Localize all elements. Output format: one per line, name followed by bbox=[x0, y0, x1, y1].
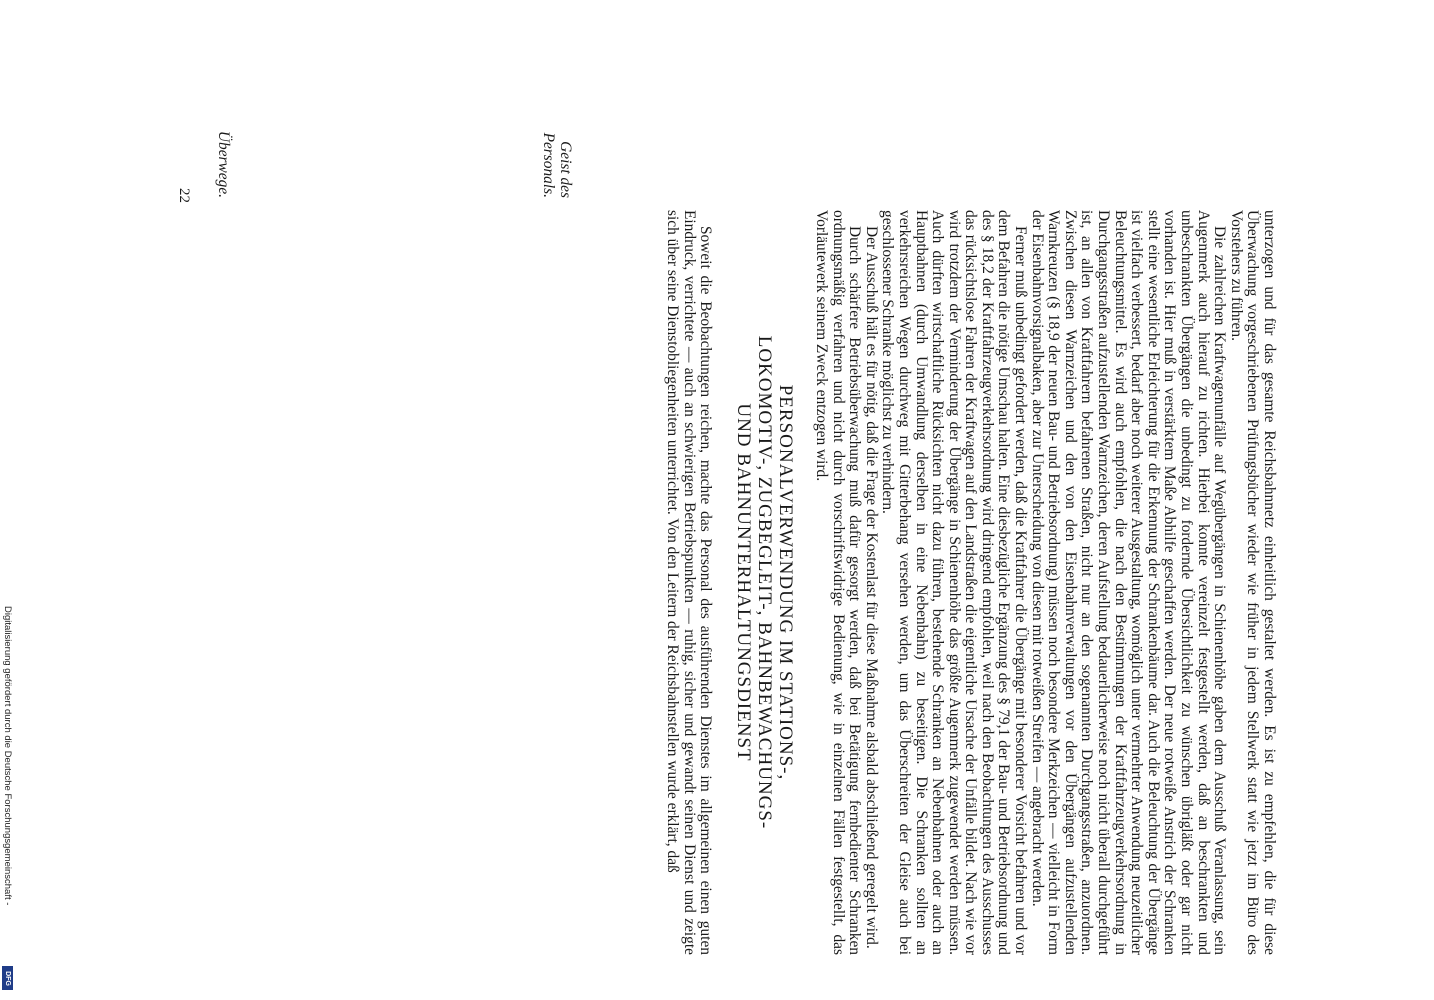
digitization-credit-strip bbox=[0, 0, 14, 1000]
margin-note-uberwege: Überwege. bbox=[215, 130, 232, 198]
paragraph: Soweit die Beobachtungen reichen, machte das Personal des ausführenden Dienstes im allgemeinen einen guten Eindruck, verrichtete — auch an schwierigen Betriebspunkten — ruhig, sicher und gewandt seinen Dienst und zeigte sich über seine Dienstobliegenheiten unterrichtet. Von den Leitern der Reichsbahnstellen wurde erklärt, daß bbox=[664, 210, 715, 955]
section-heading: PERSONALVERWENDUNG IM STATIONS-, LOKOMOTIV-, ZUGBEGLEIT-, BAHNBEWACHUNGS- UND BAHNUNTERHALTUNGSDIENST bbox=[733, 335, 797, 830]
paragraph: Ferner muß unbedingt gefordert werden, daß die Kraftfahrer die Übergänge mit besonderer Vorsicht befahren und vor dem Befahren die nötige Umschau halten. Eine diesbezügliche Ergänzung des § 79,1 der Bau- und Betriebsordnung und des § 18,2 der Kraftfahrzeugverkehrsordnung wird dringend empfohlen, weil nach den Beobachtungen des Ausschusses das rücksichtslose Fahren der Kraftwagen auf den Landstraßen die eigentliche Ursache der Unfälle bildet. Nach wie vor wird trotzdem der Verminderung der Übergänge in Schienenhöhe das größte Augenmerk zugewendet werden müssen. Auch dürften wirtschaftliche Rücksichten nicht dazu führen, bestehende Schranken an Nebenbahnen oder auch an Hauptbahnen (durch Umwandlung derselben in eine Nebenbahn) zu beseitigen. Die Schranken sollten an verkehrsreichen Wegen durchweg mit Gitterbehang versehen werden, um das Überschreiten der Gleise auch bei geschlossener Schranke möglichst zu verhindern. bbox=[879, 210, 1030, 955]
paragraph: Die zahlreichen Kraftwagenunfälle auf Wegübergängen in Schienenhöhe gaben dem Ausschuß Veranlassung, sein Augenmerk auch hierauf zu richten. Hierbei konnte vereinzelt festgestellt werden, daß an beschrankten und unbeschrankten Übergängen die unbedingt zu fordernde Übersichtlichkeit zu wünschen übrigläßt oder gar nicht vorhanden ist. Hier muß in verstärktem Maße Abhilfe geschaffen werden. Der neue rotweiße Anstrich der Schranken stellt eine wesentliche Erleichterung für die Erkennung der Schrankenbäume dar. Auch die Beleuchtung der Übergänge ist vielfach verbessert, bedarf aber noch weiterer Ausgestaltung, womöglich unter vermehrter Anwendung neuzeitlicher Beleuchtungsmittel. Es wird auch empfohlen, die nach den Bestimmungen der Kraftfahrzeugverkehrsordnung in Durchgangsstraßen aufzustellenden Warnzeichen, deren Aufstellung bedauerlicherweise noch nicht überall durchgeführt ist, an allen von Kraftfahrern befahrenen Straßen, nicht nur an den sogenannten Durchgangsstraßen, anzuordnen. Zwischen diesen Warnzeichen und den von den Eisenbahnverwaltungen vor den Übergängen aufzustellenden Warnkreuzen (§ 18,9 der neuen Bau- und Betriebsordnung) müssen noch besondere Merkzeichen — vielleicht in Form der Eisenbahnvorsignalbaken, aber zur Unterscheidung von diesen mit rotweißen Streifen — angebracht werden. bbox=[1028, 210, 1229, 955]
digitization-credit-text: Digitalisierung gefördert durch die Deutsche Forschungsgemeinschaft - bbox=[2, 606, 13, 906]
paragraph: Der Ausschuß hält es für nötig, daß die Frage der Kostenlast für diese Maßnahme alsbald abschließend geregelt wird. bbox=[862, 226, 880, 949]
rotated-page bbox=[167, 130, 1278, 990]
paragraph: unterzogen und für das gesamte Reichsbahnnetz einheitlich gestaltet werden. Es ist zu empfehlen, die für diese Überwachung vorgeschriebenen Prüfungsbücher wieder wie früher in jedem Stellwerk statt wie jetzt im Büro des Vorstehers zu führen. bbox=[1227, 210, 1278, 955]
paragraph: Durch schärfere Betriebsüberwachung muß dafür gesorgt werden, daß bei Betätigung fernbedienter Schranken ordnungsmäßig verfahren und nicht durch vorschriftswidrige Bedienung, wie in einzelnen Fällen festgestellt, das Vorläutewerk seinem Zweck entzogen wird. bbox=[812, 210, 864, 955]
page-number: 22 bbox=[176, 188, 192, 203]
margin-note-geist-des-personals: Geist des Personals. bbox=[540, 132, 574, 198]
dfg-logo: DFG bbox=[2, 966, 13, 990]
body-text bbox=[664, 210, 1277, 955]
